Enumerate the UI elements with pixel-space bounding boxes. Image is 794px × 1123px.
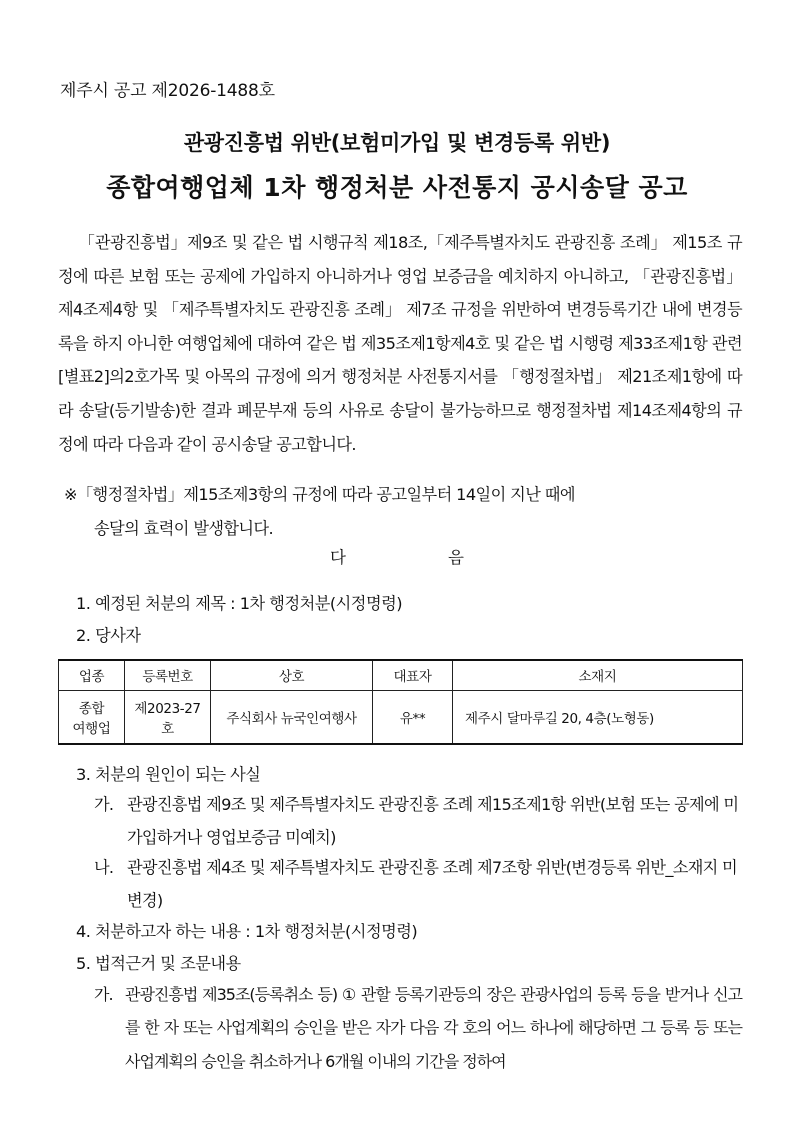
header-reg-no: 등록번호 <box>125 660 211 690</box>
title-line-1: 관광진흥법 위반(보험미가입 및 변경등록 위반) <box>183 131 611 155</box>
header-rep: 대표자 <box>373 660 453 690</box>
cell-address: 제주시 달마루길 20, 4층(노형동) <box>453 690 743 744</box>
item-3-na <box>94 852 742 917</box>
body-paragraph <box>58 226 742 461</box>
notice-number: 제주시 공고 제2026-1488호 <box>60 81 275 101</box>
item-3-ga <box>94 789 742 854</box>
item-1-title: 1. 예정된 처분의 제목 : 1차 행정처분(시정명령) <box>76 594 403 613</box>
table-header-row <box>59 660 743 690</box>
item-5-ga-mark: 가. <box>94 985 113 1004</box>
item-2-parties: 2. 당사자 <box>76 626 141 645</box>
industry-line-2: 여행업 <box>72 720 111 737</box>
industry-line-1: 종합 <box>78 700 105 717</box>
cell-reg-no: 제2023-27호 <box>125 690 211 744</box>
item-5-legal-basis: 5. 법적근거 및 조문내용 <box>76 954 241 973</box>
item-5-ga <box>94 978 742 1078</box>
item-3-na-text: 관광진흥법 제4조 및 제주특별자치도 관광진흥 조례 제7조항 위반(변경등록 위반_소재지 미변경) <box>127 858 737 910</box>
note-line-1: 「행정절차법」제15조제3항의 규정에 따라 공고일부터 14일이 지난 때에 <box>76 485 575 504</box>
item-3-cause: 3. 처분의 원인이 되는 사실 <box>76 765 261 784</box>
header-company: 상호 <box>211 660 373 690</box>
effect-note <box>64 478 742 545</box>
cell-industry <box>59 690 125 744</box>
title-line-2: 종합여행업체 1차 행정처분 사전통지 공시송달 공고 <box>106 173 688 202</box>
cell-company: 주식회사 뉴국인여행사 <box>211 690 373 744</box>
header-industry: 업종 <box>59 660 125 690</box>
da-eum-left: 다 <box>330 548 346 567</box>
da-eum-heading <box>330 544 464 568</box>
item-3-na-mark: 나. <box>94 858 114 877</box>
item-4-content: 4. 처분하고자 하는 내용 : 1차 행정처분(시정명령) <box>76 922 418 941</box>
item-5-ga-text: 관광진흥법 제35조(등록취소 등) ① 관할 등록기관등의 장은 관광사업의 등록 등을 받거나 신고를 한 자 또는 사업계획의 승인을 받은 자가 다음 각 호의 어느 하나에 해당하면 그 등록 등 또는 사업계획의 승인을 취소하거나 6개월 이내의 기간을 정하여 <box>125 985 742 1071</box>
parties-table <box>58 659 743 745</box>
note-mark: ※ <box>64 485 77 504</box>
header-address: 소재지 <box>453 660 743 690</box>
da-eum-right: 음 <box>448 548 464 567</box>
note-line-2: 송달의 효력이 발생합니다. <box>94 518 274 538</box>
item-3-ga-text: 관광진흥법 제9조 및 제주특별자치도 관광진흥 조례 제15조제1항 위반(보험 또는 공제에 미가입하거나 영업보증금 미예치) <box>127 795 739 847</box>
item-3-ga-mark: 가. <box>94 795 114 814</box>
cell-rep: 유** <box>373 690 453 744</box>
table-row <box>59 690 743 744</box>
body-paragraph-text: 「관광진흥법」제9조 및 같은 법 시행규칙 제18조,「제주특별자치도 관광진흥 조례」 제15조 규정에 따른 보험 또는 공제에 가입하지 아니하거나 영업 보증금을 예치하지 아니하고, 「관광진흥법」제4조제4항 및 「제주특별자치도 관광진흥 조례」 제7조 규정을 위반하여 변경등록기간 내에 변경등록을 하지 아니한 여행업체에 대하여 같은 법 제35조제1항제4호 및 같은 법 시행령 제33조제1항 관련 [별표2]의2호가목 및 아목의 규정에 의거 행정처분 사전통지서를 「행정절차법」 제21조제1항에 따라 송달(등기발송)한 결과 폐문부재 등의 사유로 송달이 불가능하므로 행정절차법 제14조제4항의 규정에 따라 다음과 같이 공시송달 공고합니다. <box>58 233 742 454</box>
